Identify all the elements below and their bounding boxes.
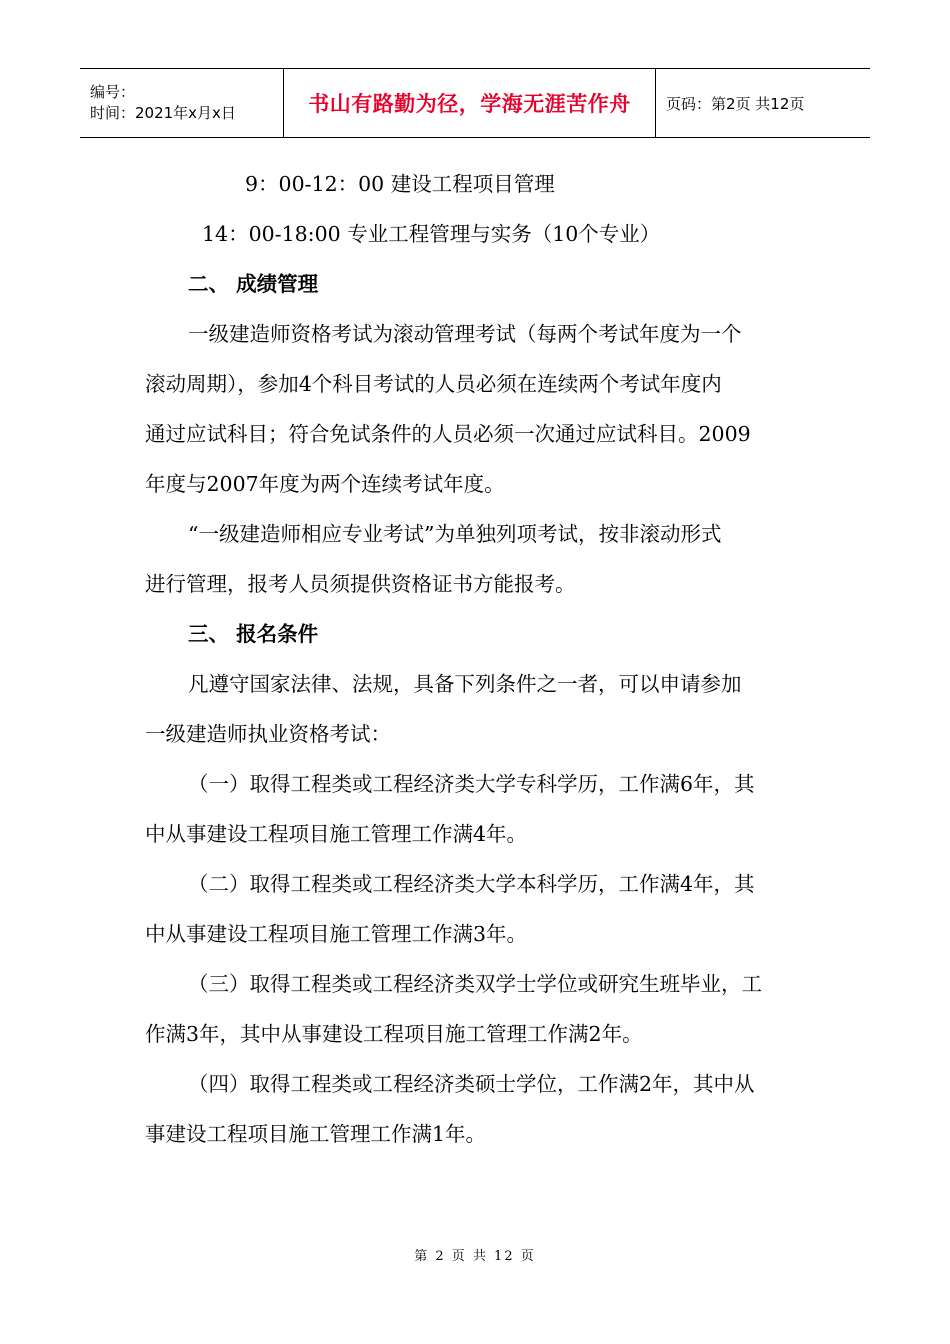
number-label: 编号： — [90, 83, 136, 101]
condition-line: （一）取得工程类或工程经济类大学专科学历，工作满6年，其 — [188, 772, 755, 796]
section-heading-score: 二、 成绩管理 — [188, 272, 319, 296]
header-motto: 书山有路勤为径，学海无涯苦作舟 — [283, 69, 656, 137]
paragraph-line: “一级建造师相应专业考试”为单独列项考试，按非滚动形式 — [188, 522, 722, 546]
condition-line: 中从事建设工程项目施工管理工作满3年。 — [145, 922, 528, 946]
time-label: 时间：2021年x月x日 — [90, 104, 236, 122]
section-heading-registration: 三、 报名条件 — [188, 622, 319, 646]
schedule-morning: 9：00-12：00 建设工程项目管理 — [245, 172, 555, 196]
condition-line: 作满3年，其中从事建设工程项目施工管理工作满2年。 — [145, 1022, 643, 1046]
paragraph-line: 一级建造师资格考试为滚动管理考试（每两个考试年度为一个 — [188, 322, 742, 346]
paragraph-line: 凡遵守国家法律、法规，具备下列条件之一者，可以申请参加 — [188, 672, 742, 696]
header-page-info: 页码：第2页 共12页 — [666, 94, 805, 113]
paragraph-line: 一级建造师执业资格考试： — [145, 722, 391, 746]
condition-line: （二）取得工程类或工程经济类大学本科学历，工作满4年，其 — [188, 872, 755, 896]
header-left — [80, 69, 283, 137]
paragraph-line: 年度与2007年度为两个连续考试年度。 — [145, 472, 505, 496]
paragraph-line: 通过应试科目；符合免试条件的人员必须一次通过应试科目。2009 — [145, 422, 751, 446]
condition-line: （四）取得工程类或工程经济类硕士学位，工作满2年，其中从 — [188, 1072, 755, 1096]
condition-line: 中从事建设工程项目施工管理工作满4年。 — [145, 822, 528, 846]
page-header — [80, 68, 870, 138]
paragraph-line: 滚动周期），参加4个科目考试的人员必须在连续两个考试年度内 — [145, 372, 722, 396]
condition-line: （三）取得工程类或工程经济类双学士学位或研究生班毕业，工 — [188, 972, 762, 996]
paragraph-line: 进行管理，报考人员须提供资格证书方能报考。 — [145, 572, 576, 596]
schedule-afternoon: 14：00-18:00 专业工程管理与实务（10个专业） — [202, 222, 661, 246]
page-footer: 第 2 页 共 12 页 — [414, 1249, 536, 1264]
condition-line: 事建设工程项目施工管理工作满1年。 — [145, 1122, 487, 1146]
